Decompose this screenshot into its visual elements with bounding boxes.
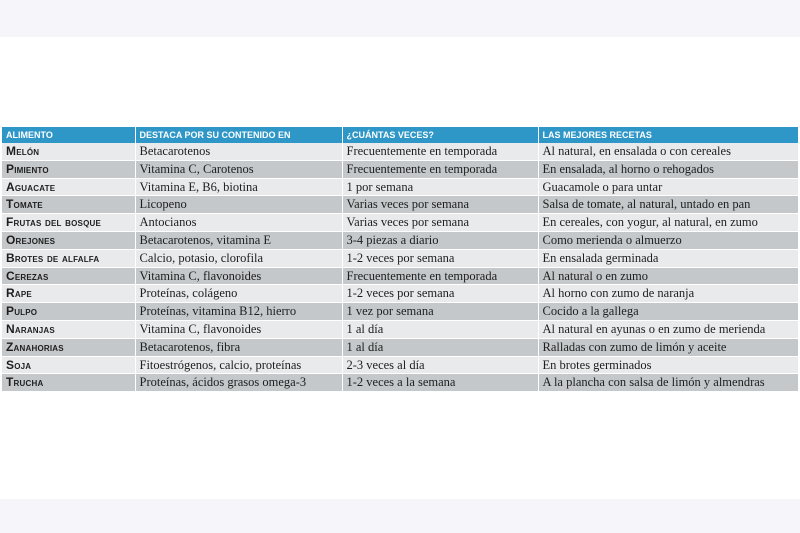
nutrient-cell: Licopeno <box>135 196 342 214</box>
food-name-cell: Melón <box>2 143 135 160</box>
table-row <box>2 303 798 321</box>
recipe-cell: Al natural o en zumo <box>538 267 798 285</box>
nutrient-cell: Betacarotenos <box>135 143 342 160</box>
food-table <box>2 127 799 392</box>
frequency-cell: 1-2 veces por semana <box>342 249 538 267</box>
nutrient-cell: Betacarotenos, fibra <box>135 338 342 356</box>
table-row <box>2 143 798 160</box>
table-row <box>2 231 798 249</box>
recipe-cell: A la plancha con salsa de limón y almendras <box>538 374 798 392</box>
food-name-cell: Cerezas <box>2 267 135 285</box>
food-name-cell: Tomate <box>2 196 135 214</box>
table-row <box>2 178 798 196</box>
food-name-cell: Pimiento <box>2 160 135 178</box>
frequency-cell: 1 al día <box>342 338 538 356</box>
recipe-cell: Ralladas con zumo de limón y aceite <box>538 338 798 356</box>
nutrient-cell: Vitamina C, Carotenos <box>135 160 342 178</box>
table-row <box>2 249 798 267</box>
food-name-cell: Pulpo <box>2 303 135 321</box>
nutrient-cell: Antocianos <box>135 214 342 232</box>
recipe-cell: En ensalada germinada <box>538 249 798 267</box>
recipe-cell: Cocido a la gallega <box>538 303 798 321</box>
nutrient-cell: Proteínas, vitamina B12, hierro <box>135 303 342 321</box>
frequency-cell: 2-3 veces al día <box>342 356 538 374</box>
frequency-cell: 1 por semana <box>342 178 538 196</box>
table-row <box>2 285 798 303</box>
recipe-cell: En brotes germinados <box>538 356 798 374</box>
frequency-cell: 1 vez por semana <box>342 303 538 321</box>
frequency-cell: Varias veces por semana <box>342 196 538 214</box>
nutrient-cell: Betacarotenos, vitamina E <box>135 231 342 249</box>
nutrient-cell: Vitamina C, flavonoides <box>135 267 342 285</box>
food-name-cell: Frutas del bosque <box>2 214 135 232</box>
food-name-cell: Rape <box>2 285 135 303</box>
table-row <box>2 160 798 178</box>
header-contenido: DESTACA POR SU CONTENIDO EN <box>135 127 342 143</box>
table-header <box>2 127 798 143</box>
table-row <box>2 267 798 285</box>
header-veces: ¿CUÁNTAS VECES? <box>342 127 538 143</box>
food-name-cell: Zanahorias <box>2 338 135 356</box>
table-row <box>2 196 798 214</box>
frequency-cell: 1-2 veces a la semana <box>342 374 538 392</box>
nutrient-cell: Calcio, potasio, clorofila <box>135 249 342 267</box>
header-recetas: LAS MEJORES RECETAS <box>538 127 798 143</box>
recipe-cell: En cereales, con yogur, al natural, en zumo <box>538 214 798 232</box>
food-name-cell: Orejones <box>2 231 135 249</box>
recipe-cell: Al horno con zumo de naranja <box>538 285 798 303</box>
nutrient-cell: Vitamina E, B6, biotina <box>135 178 342 196</box>
table-row <box>2 214 798 232</box>
header-alimento: ALIMENTO <box>2 127 135 143</box>
nutrient-cell: Proteínas, colágeno <box>135 285 342 303</box>
recipe-cell: En ensalada, al horno o rehogados <box>538 160 798 178</box>
food-name-cell: Soja <box>2 356 135 374</box>
nutrient-cell: Vitamina C, flavonoides <box>135 320 342 338</box>
nutrient-cell: Fitoestrógenos, calcio, proteínas <box>135 356 342 374</box>
recipe-cell: Guacamole o para untar <box>538 178 798 196</box>
frequency-cell: Varias veces por semana <box>342 214 538 232</box>
frequency-cell: Frecuentemente en temporada <box>342 143 538 160</box>
table-body <box>2 143 798 392</box>
food-name-cell: Aguacate <box>2 178 135 196</box>
frequency-cell: 3-4 piezas a diario <box>342 231 538 249</box>
recipe-cell: Al natural, en ensalada o con cereales <box>538 143 798 160</box>
frequency-cell: Frecuentemente en temporada <box>342 267 538 285</box>
frequency-cell: Frecuentemente en temporada <box>342 160 538 178</box>
document-sheet <box>0 37 800 499</box>
table-row <box>2 374 798 392</box>
food-name-cell: Brotes de alfalfa <box>2 249 135 267</box>
food-name-cell: Naranjas <box>2 320 135 338</box>
table-row <box>2 320 798 338</box>
nutrient-cell: Proteínas, ácidos grasos omega-3 <box>135 374 342 392</box>
food-name-cell: Trucha <box>2 374 135 392</box>
frequency-cell: 1 al día <box>342 320 538 338</box>
recipe-cell: Como merienda o almuerzo <box>538 231 798 249</box>
recipe-cell: Salsa de tomate, al natural, untado en pan <box>538 196 798 214</box>
table-row <box>2 338 798 356</box>
table-row <box>2 356 798 374</box>
header-row <box>2 127 798 143</box>
recipe-cell: Al natural en ayunas o en zumo de merienda <box>538 320 798 338</box>
frequency-cell: 1-2 veces por semana <box>342 285 538 303</box>
